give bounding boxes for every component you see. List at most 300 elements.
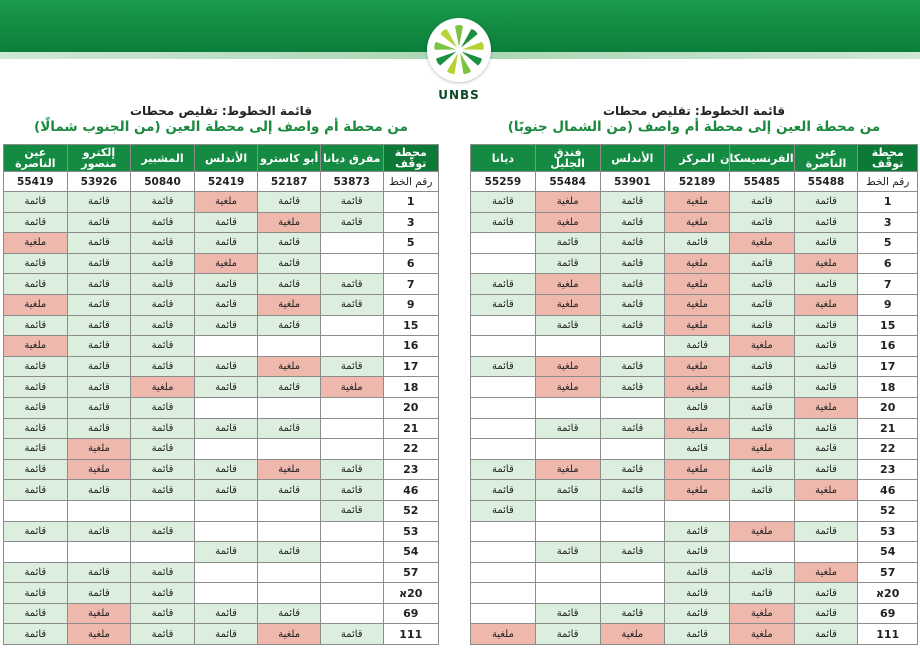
table-row	[4, 500, 439, 521]
empty-cell	[194, 521, 258, 542]
table-row	[471, 439, 918, 460]
status-cell: قائمة	[67, 233, 131, 254]
status-cell: قائمة	[67, 253, 131, 274]
empty-cell	[194, 500, 258, 521]
stop-number: 20	[383, 397, 439, 418]
status-cell: قائمة	[600, 418, 665, 439]
table-row	[471, 603, 918, 624]
stop-number: 20	[858, 397, 918, 418]
status-cell: ملغية	[258, 356, 321, 377]
column-header-station: مفرق ديانا	[320, 145, 383, 172]
status-cell: ملغية	[131, 377, 195, 398]
empty-cell	[4, 500, 68, 521]
status-cell: قائمة	[665, 233, 730, 254]
status-cell: ملغية	[535, 459, 600, 480]
table-row	[4, 315, 439, 336]
table-row	[471, 500, 918, 521]
empty-cell	[320, 439, 383, 460]
line-number: 52187	[258, 172, 321, 192]
status-cell: ملغية	[194, 253, 258, 274]
status-cell: قائمة	[729, 356, 794, 377]
column-header-station: إلكترو منصور	[67, 145, 131, 172]
status-cell: قائمة	[194, 212, 258, 233]
empty-cell	[471, 562, 536, 583]
line-number: 52189	[665, 172, 730, 192]
status-cell: ملغية	[665, 274, 730, 295]
empty-cell	[471, 233, 536, 254]
status-cell: ملغية	[665, 192, 730, 213]
empty-cell	[535, 521, 600, 542]
empty-cell	[320, 562, 383, 583]
table-row	[4, 397, 439, 418]
stop-number: 9	[858, 294, 918, 315]
stop-number: 16	[383, 336, 439, 357]
status-cell: ملغية	[665, 212, 730, 233]
table-row	[471, 315, 918, 336]
status-cell: قائمة	[471, 274, 536, 295]
status-cell: قائمة	[729, 397, 794, 418]
status-cell: قائمة	[729, 377, 794, 398]
empty-cell	[471, 418, 536, 439]
status-cell: قائمة	[794, 233, 858, 254]
status-cell: ملغية	[67, 624, 131, 645]
status-cell: قائمة	[794, 603, 858, 624]
status-cell: ملغية	[665, 356, 730, 377]
status-cell: ملغية	[320, 377, 383, 398]
stop-number: 46	[858, 480, 918, 501]
status-cell: قائمة	[194, 274, 258, 295]
status-cell: قائمة	[194, 624, 258, 645]
table-row	[4, 192, 439, 213]
status-cell: ملغية	[794, 397, 858, 418]
table-row	[4, 624, 439, 645]
status-cell: قائمة	[729, 294, 794, 315]
status-cell: قائمة	[194, 480, 258, 501]
table-row	[471, 253, 918, 274]
empty-cell	[258, 562, 321, 583]
empty-cell	[471, 315, 536, 336]
empty-cell	[471, 336, 536, 357]
status-cell: قائمة	[131, 233, 195, 254]
status-cell: قائمة	[665, 583, 730, 604]
status-cell: قائمة	[794, 336, 858, 357]
column-header-station: الأندلس	[194, 145, 258, 172]
status-cell: قائمة	[131, 212, 195, 233]
table-row	[4, 583, 439, 604]
empty-cell	[471, 397, 536, 418]
status-cell: قائمة	[258, 315, 321, 336]
column-header-station: المشبير	[131, 145, 195, 172]
table-row	[471, 294, 918, 315]
status-cell: قائمة	[258, 274, 321, 295]
line-number: 55419	[4, 172, 68, 192]
status-cell: قائمة	[471, 212, 536, 233]
status-cell: قائمة	[794, 521, 858, 542]
status-cell: قائمة	[194, 294, 258, 315]
status-cell: قائمة	[320, 356, 383, 377]
empty-cell	[471, 542, 536, 563]
status-cell: قائمة	[320, 274, 383, 295]
status-cell: قائمة	[258, 253, 321, 274]
status-cell: قائمة	[4, 253, 68, 274]
stop-number: 6	[858, 253, 918, 274]
stop-number: 69	[858, 603, 918, 624]
empty-cell	[600, 336, 665, 357]
status-cell: قائمة	[794, 439, 858, 460]
status-cell: قائمة	[131, 603, 195, 624]
status-cell: قائمة	[4, 439, 68, 460]
status-cell: ملغية	[67, 603, 131, 624]
status-cell: ملغية	[729, 233, 794, 254]
stop-number: 20א	[858, 583, 918, 604]
table-row	[4, 294, 439, 315]
empty-cell	[535, 439, 600, 460]
table-row	[471, 192, 918, 213]
status-cell: قائمة	[131, 459, 195, 480]
status-cell: قائمة	[600, 274, 665, 295]
empty-cell	[320, 233, 383, 254]
status-cell: قائمة	[794, 459, 858, 480]
status-cell: قائمة	[665, 439, 730, 460]
status-cell: قائمة	[794, 192, 858, 213]
empty-cell	[600, 521, 665, 542]
status-cell: قائمة	[729, 583, 794, 604]
status-cell: قائمة	[320, 192, 383, 213]
empty-cell	[600, 562, 665, 583]
status-cell: قائمة	[67, 583, 131, 604]
status-cell: قائمة	[194, 542, 258, 563]
empty-cell	[67, 500, 131, 521]
line-number: 53926	[67, 172, 131, 192]
status-cell: قائمة	[665, 603, 730, 624]
status-cell: قائمة	[600, 212, 665, 233]
panel-subtitle: من محطة أم واصف إلى محطة العين (من الجنوب شمالًا)	[34, 119, 408, 135]
status-cell: قائمة	[194, 233, 258, 254]
status-cell: قائمة	[67, 212, 131, 233]
status-cell: قائمة	[600, 603, 665, 624]
stop-number: 111	[858, 624, 918, 645]
status-cell: ملغية	[67, 459, 131, 480]
status-cell: قائمة	[194, 459, 258, 480]
status-cell: ملغية	[194, 192, 258, 213]
empty-cell	[258, 500, 321, 521]
status-cell: قائمة	[258, 480, 321, 501]
column-header-station: فندق الجليل	[535, 145, 600, 172]
status-cell: قائمة	[258, 418, 321, 439]
status-cell: ملغية	[535, 294, 600, 315]
line-number-label: رقم الخط	[383, 172, 439, 192]
status-cell: ملغية	[471, 624, 536, 645]
empty-cell	[194, 336, 258, 357]
status-cell: ملغية	[665, 377, 730, 398]
empty-cell	[471, 377, 536, 398]
stop-number: 17	[383, 356, 439, 377]
panel-south-north	[3, 104, 439, 645]
status-cell: قائمة	[194, 418, 258, 439]
empty-cell	[194, 583, 258, 604]
stop-number: 52	[383, 500, 439, 521]
table-row	[471, 624, 918, 645]
table-row	[471, 397, 918, 418]
stop-number: 22	[383, 439, 439, 460]
empty-cell	[794, 500, 858, 521]
status-cell: قائمة	[535, 315, 600, 336]
table-row	[471, 233, 918, 254]
table-row	[4, 562, 439, 583]
status-cell: قائمة	[471, 192, 536, 213]
status-cell: قائمة	[131, 192, 195, 213]
status-cell: قائمة	[320, 212, 383, 233]
status-cell: ملغية	[258, 624, 321, 645]
status-cell: قائمة	[794, 418, 858, 439]
column-header-station: الفرنسيسكان	[729, 145, 794, 172]
stop-number: 3	[383, 212, 439, 233]
status-cell: ملغية	[4, 294, 68, 315]
status-cell: قائمة	[258, 542, 321, 563]
stop-number: 54	[383, 542, 439, 563]
status-cell: ملغية	[67, 439, 131, 460]
empty-cell	[471, 521, 536, 542]
line-number: 55485	[729, 172, 794, 192]
empty-cell	[194, 562, 258, 583]
empty-cell	[600, 500, 665, 521]
stop-number: 6	[383, 253, 439, 274]
status-cell: قائمة	[67, 480, 131, 501]
status-cell: قائمة	[729, 418, 794, 439]
status-cell: قائمة	[4, 562, 68, 583]
empty-cell	[600, 439, 665, 460]
table-row	[4, 542, 439, 563]
stop-number: 3	[858, 212, 918, 233]
stop-number: 21	[858, 418, 918, 439]
empty-cell	[471, 253, 536, 274]
status-cell: قائمة	[794, 377, 858, 398]
lines-table-right	[470, 144, 918, 645]
status-cell: ملغية	[665, 480, 730, 501]
column-header-station: عين الناصرة	[4, 145, 68, 172]
status-cell: قائمة	[535, 233, 600, 254]
status-cell: قائمة	[131, 274, 195, 295]
status-cell: قائمة	[67, 397, 131, 418]
empty-cell	[535, 336, 600, 357]
status-cell: ملغية	[258, 459, 321, 480]
status-cell: قائمة	[131, 521, 195, 542]
status-cell: قائمة	[729, 192, 794, 213]
status-cell: ملغية	[729, 624, 794, 645]
status-cell: ملغية	[535, 274, 600, 295]
status-cell: قائمة	[600, 253, 665, 274]
status-cell: ملغية	[4, 233, 68, 254]
status-cell: قائمة	[729, 562, 794, 583]
status-cell: قائمة	[535, 253, 600, 274]
table-row	[4, 418, 439, 439]
stop-number: 23	[858, 459, 918, 480]
empty-cell	[665, 500, 730, 521]
status-cell: قائمة	[794, 274, 858, 295]
stop-number: 53	[383, 521, 439, 542]
empty-cell	[600, 583, 665, 604]
table-row	[4, 439, 439, 460]
column-header-station: عين الناصرة	[794, 145, 858, 172]
status-cell: قائمة	[665, 542, 730, 563]
status-cell: ملغية	[794, 562, 858, 583]
status-cell: قائمة	[729, 480, 794, 501]
table-row	[4, 356, 439, 377]
status-cell: قائمة	[320, 500, 383, 521]
status-cell: ملغية	[535, 377, 600, 398]
status-cell: قائمة	[131, 480, 195, 501]
table-row	[4, 336, 439, 357]
status-cell: قائمة	[67, 356, 131, 377]
status-cell: قائمة	[665, 624, 730, 645]
table-row	[471, 212, 918, 233]
column-header-station: ديانا	[471, 145, 536, 172]
table-row	[4, 459, 439, 480]
status-cell: قائمة	[131, 253, 195, 274]
status-cell: قائمة	[67, 418, 131, 439]
status-cell: قائمة	[4, 274, 68, 295]
line-number: 55259	[471, 172, 536, 192]
status-cell: قائمة	[535, 480, 600, 501]
status-cell: ملغية	[729, 439, 794, 460]
status-cell: قائمة	[729, 274, 794, 295]
status-cell: قائمة	[131, 418, 195, 439]
column-header-stop: محطة توقّف	[383, 145, 439, 172]
panel-title: قائمة الخطوط: تقليص محطات	[129, 104, 313, 118]
status-cell: قائمة	[729, 212, 794, 233]
empty-cell	[471, 583, 536, 604]
line-number: 55484	[535, 172, 600, 192]
status-cell: قائمة	[471, 459, 536, 480]
table-row	[4, 603, 439, 624]
status-cell: قائمة	[600, 192, 665, 213]
status-cell: قائمة	[67, 336, 131, 357]
lines-table-left	[3, 144, 439, 645]
table-row	[471, 583, 918, 604]
column-header-station: أبو كاسترو	[258, 145, 321, 172]
status-cell: ملغية	[600, 624, 665, 645]
status-cell: قائمة	[320, 480, 383, 501]
table-row	[4, 274, 439, 295]
table-row	[471, 459, 918, 480]
stop-number: 20א	[383, 583, 439, 604]
status-cell: قائمة	[67, 192, 131, 213]
status-cell: قائمة	[4, 397, 68, 418]
empty-cell	[600, 397, 665, 418]
logo-icon	[427, 18, 491, 82]
stop-number: 23	[383, 459, 439, 480]
status-cell: قائمة	[600, 377, 665, 398]
stop-number: 18	[383, 377, 439, 398]
table-row	[4, 480, 439, 501]
status-cell: قائمة	[600, 233, 665, 254]
empty-cell	[535, 562, 600, 583]
stop-number: 21	[383, 418, 439, 439]
empty-cell	[320, 521, 383, 542]
status-cell: قائمة	[4, 315, 68, 336]
empty-cell	[535, 397, 600, 418]
stop-number: 7	[858, 274, 918, 295]
status-cell: قائمة	[535, 624, 600, 645]
stop-number: 17	[858, 356, 918, 377]
status-cell: قائمة	[665, 397, 730, 418]
table-row	[471, 542, 918, 563]
table-row	[4, 212, 439, 233]
column-header-station: الأندلس	[600, 145, 665, 172]
panel-north-south	[470, 104, 918, 645]
table-row	[4, 233, 439, 254]
stop-number: 54	[858, 542, 918, 563]
panel-title: قائمة الخطوط: تقليص محطات	[602, 104, 786, 118]
status-cell: قائمة	[131, 336, 195, 357]
status-cell: قائمة	[4, 459, 68, 480]
status-cell: قائمة	[4, 603, 68, 624]
status-cell: قائمة	[471, 480, 536, 501]
status-cell: قائمة	[729, 459, 794, 480]
status-cell: قائمة	[131, 583, 195, 604]
empty-cell	[729, 500, 794, 521]
status-cell: قائمة	[535, 542, 600, 563]
table-row	[4, 521, 439, 542]
stop-number: 15	[858, 315, 918, 336]
status-cell: ملغية	[665, 294, 730, 315]
status-cell: قائمة	[535, 418, 600, 439]
stop-number: 111	[383, 624, 439, 645]
status-cell: قائمة	[4, 583, 68, 604]
table-row	[471, 418, 918, 439]
line-number-label: رقم الخط	[858, 172, 918, 192]
empty-cell	[258, 439, 321, 460]
status-cell: ملغية	[535, 356, 600, 377]
status-cell: قائمة	[194, 315, 258, 336]
empty-cell	[67, 542, 131, 563]
status-cell: قائمة	[600, 480, 665, 501]
empty-cell	[131, 500, 195, 521]
header-row	[4, 145, 439, 172]
brand-logo	[419, 18, 499, 104]
status-cell: قائمة	[131, 624, 195, 645]
empty-cell	[320, 542, 383, 563]
status-cell: قائمة	[194, 356, 258, 377]
status-cell: قائمة	[131, 315, 195, 336]
status-cell: ملغية	[794, 480, 858, 501]
empty-cell	[320, 315, 383, 336]
status-cell: قائمة	[131, 294, 195, 315]
empty-cell	[320, 583, 383, 604]
status-cell: ملغية	[729, 521, 794, 542]
status-cell: قائمة	[194, 377, 258, 398]
status-cell: ملغية	[665, 315, 730, 336]
empty-cell	[320, 336, 383, 357]
empty-cell	[794, 542, 858, 563]
status-cell: ملغية	[665, 418, 730, 439]
stop-number: 57	[383, 562, 439, 583]
status-cell: ملغية	[794, 253, 858, 274]
empty-cell	[535, 500, 600, 521]
empty-cell	[258, 397, 321, 418]
status-cell: ملغية	[535, 212, 600, 233]
status-cell: قائمة	[131, 356, 195, 377]
status-cell: قائمة	[67, 377, 131, 398]
table-row	[471, 336, 918, 357]
status-cell: قائمة	[67, 274, 131, 295]
status-cell: قائمة	[258, 377, 321, 398]
stop-number: 5	[383, 233, 439, 254]
empty-cell	[258, 336, 321, 357]
empty-cell	[320, 397, 383, 418]
stop-number: 9	[383, 294, 439, 315]
stop-number: 18	[858, 377, 918, 398]
